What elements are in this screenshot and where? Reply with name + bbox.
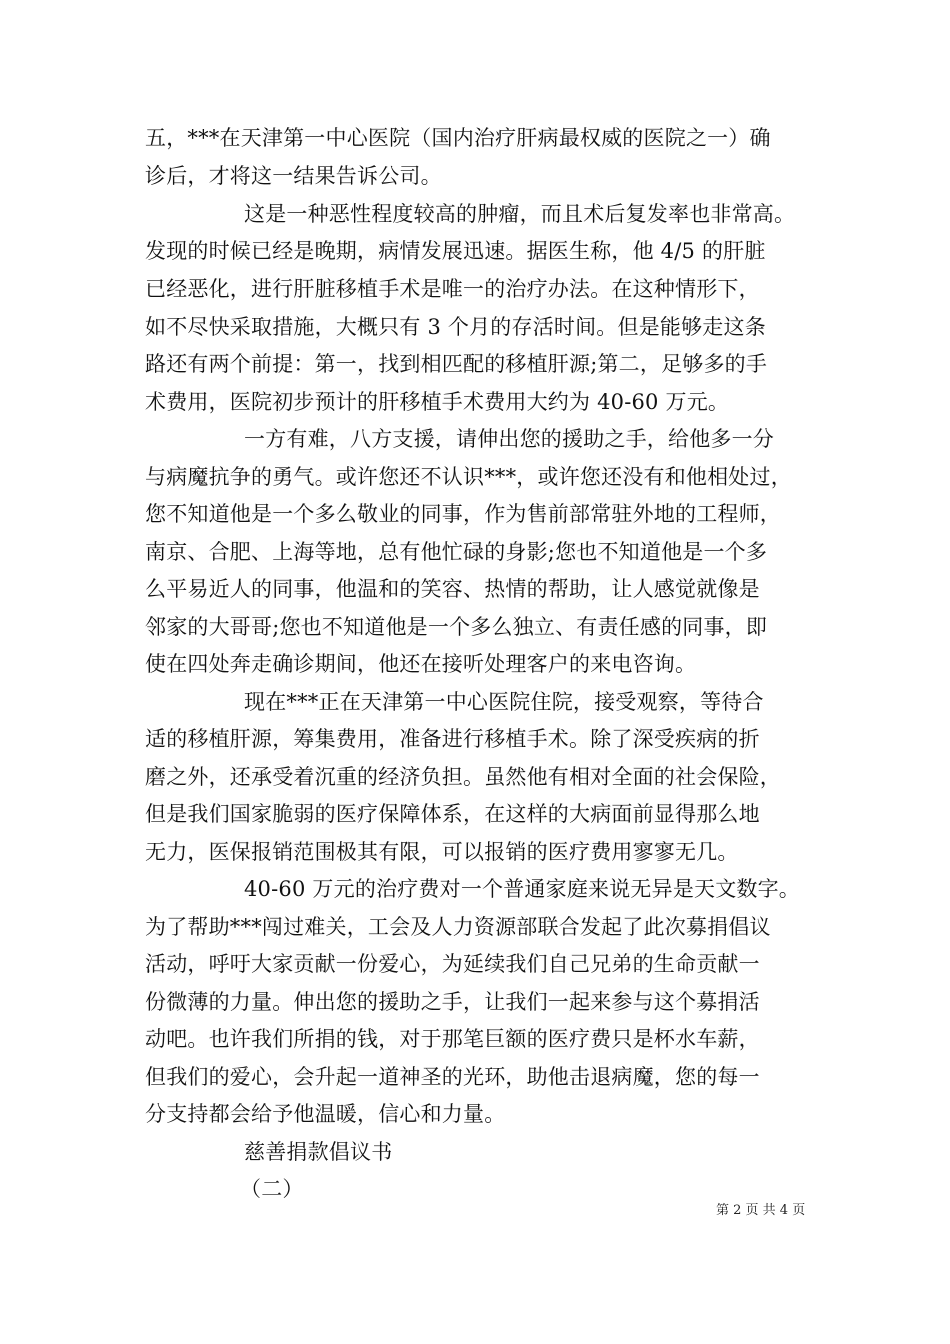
section-title: 慈善捐款倡议书 [244,1140,393,1164]
text-line: 路还有两个前提：第一，找到相匹配的移植肝源;第二，足够多的手 [145,352,768,376]
text-line: 如不尽快采取措施，大概只有 3 个月的存活时间。但是能够走这条 [145,315,766,339]
text-line: 邻家的大哥哥;您也不知道他是一个多么独立、有责任感的同事，即 [145,615,768,639]
text-line: 么平易近人的同事，他温和的笑容、热情的帮助，让人感觉就像是 [145,577,760,601]
text-line: 但是我们国家脆弱的医疗保障体系，在这样的大病面前显得那么地 [145,802,760,826]
text-line: 发现的时候已经是晚期，病情发展迅速。据医生称，他 4/5 的肝脏 [145,239,766,263]
text-line: 现在***正在天津第一中心医院住院，接受观察，等待合 [244,690,764,714]
text-line: 无力，医保报销范围极其有限，可以报销的医疗费用寥寥无几。 [145,840,739,864]
text-line: 磨之外，还承受着沉重的经济负担。虽然他有相对全面的社会保险， [145,765,781,789]
text-line: 活动，呼吁大家贡献一份爱心，为延续我们自己兄弟的生命贡献一 [145,952,760,976]
text-line: 适的移植肝源，筹集费用，准备进行移植手术。除了深受疾病的折 [145,727,760,751]
page-number: 第 2 页 共 4 页 [716,1203,806,1218]
text-line: 分支持都会给予他温暖，信心和力量。 [145,1102,506,1126]
text-line: 五，***在天津第一中心医院（国内治疗肝病最权威的医院之一）确 [145,126,771,150]
text-line: 与病魔抗争的勇气。或许您还不认识***，或许您还没有和他相处过， [145,465,792,489]
text-line: 40-60 万元的治疗费对一个普通家庭来说无异是天文数字。 [244,877,801,901]
text-line: 这是一种恶性程度较高的肿瘤，而且术后复发率也非常高。 [244,202,796,226]
text-line: 一方有难，八方支援，请伸出您的援助之手，给他多一分 [244,427,774,451]
text-line: 南京、合肥、上海等地，总有他忙碌的身影;您也不知道他是一个多 [145,540,768,564]
section-number: （二） [240,1177,304,1201]
text-line: 诊后，才将这一结果告诉公司。 [145,164,442,188]
text-line: 为了帮助***闯过难关，工会及人力资源部联合发起了此次募捐倡议 [145,915,771,939]
text-line: 但我们的爱心，会升起一道神圣的光环，助他击退病魔，您的每一 [145,1065,760,1089]
text-line: 使在四处奔走确诊期间，他还在接听处理客户的来电咨询。 [145,652,697,676]
text-line: 份微薄的力量。伸出您的援助之手，让我们一起来参与这个募捐活 [145,990,760,1014]
text-line: 您不知道他是一个多么敬业的同事，作为售前部常驻外地的工程师， [145,502,781,526]
text-line: 术费用，医院初步预计的肝移植手术费用大约为 40-60 万元。 [145,390,730,414]
text-line: 动吧。也许我们所捐的钱，对于那笔巨额的医疗费只是杯水车薪， [145,1027,760,1051]
text-line: 已经恶化，进行肝脏移植手术是唯一的治疗办法。在这种情形下， [145,277,760,301]
